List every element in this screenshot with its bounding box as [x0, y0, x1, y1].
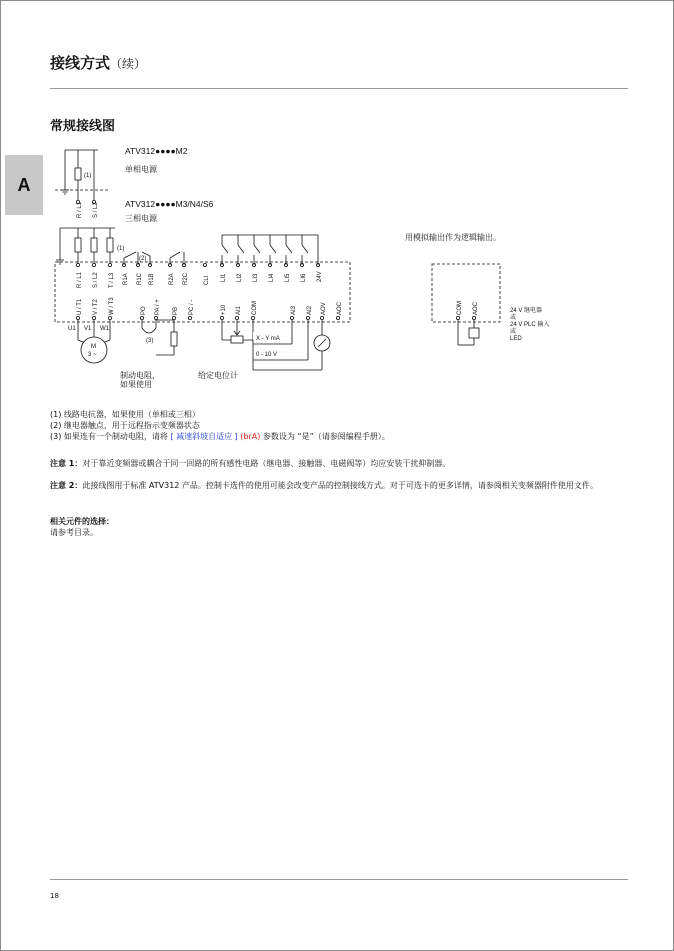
- page-number: 18: [50, 892, 59, 900]
- terminal-label: 24V: [317, 271, 323, 282]
- terminal-label: R1B: [149, 273, 155, 285]
- header-rule: [50, 88, 628, 89]
- terminal-label: COM: [252, 301, 258, 315]
- reference-potentiometer: [198, 320, 330, 380]
- parameter-link[interactable]: [ 减速斜坡自适应 ]: [167, 432, 241, 441]
- note-marker: (1): [84, 173, 92, 179]
- terminal-label: LI2: [237, 273, 243, 282]
- terminal-label: V / T2: [93, 299, 99, 315]
- terminal-label: PO: [141, 306, 147, 315]
- terminal-label: R2C: [183, 272, 189, 285]
- terminal-label: LI5: [285, 273, 291, 282]
- terminal-label: AOV: [321, 302, 327, 315]
- terminal-label: S / L2: [93, 272, 99, 288]
- supply-single-label: 单相电源: [125, 165, 157, 174]
- footer-rule: [50, 879, 628, 880]
- note-marker: (2): [139, 256, 147, 262]
- wiring-diagram: [50, 140, 630, 395]
- motor: [68, 320, 110, 363]
- supply-three-label: 三相电源: [125, 214, 157, 223]
- terminal-label: AI2: [307, 305, 313, 315]
- terminal-label: R / L1: [77, 271, 83, 288]
- logic-output-diagram: [405, 232, 549, 345]
- drive-outline: [55, 262, 350, 322]
- terminal-label: AI3: [291, 305, 297, 315]
- winding-label: U1: [68, 326, 76, 332]
- terminal-label: R / L1: [77, 201, 83, 218]
- note-line: (1) 线路电抗器，如果使用（单相或三相）: [50, 410, 200, 419]
- terminal-label: PA / +: [155, 299, 161, 315]
- component-selection: 相关元件的选择： 请参考目录。: [50, 517, 114, 537]
- relay-desc: 24 V PLC 输入: [510, 322, 550, 328]
- page-title: 接线方式（续）: [50, 54, 147, 72]
- relay-desc: 或: [510, 329, 517, 335]
- terminal-label: LI6: [301, 273, 307, 282]
- terminal-label: W / T3: [109, 297, 115, 315]
- logic-output-note: 用模拟输出作为逻辑输出。: [405, 233, 501, 242]
- relay-desc: LED: [510, 336, 522, 342]
- motor-symbol: M: [91, 344, 96, 350]
- current-range: X - Y mA: [256, 336, 280, 342]
- motor-phase: 3 ~: [88, 352, 97, 358]
- terminal-label: PB: [173, 306, 179, 315]
- terminal-label: AOC: [473, 301, 479, 315]
- note-2: 注意 2：此接线图用于标准 ATV312 产品。控制卡选件的使用可能会改变产品的控制接线方式。对于可选卡的更多详情，请参阅相关变频器附件使用文件。: [50, 481, 598, 490]
- terminal-label: AOC: [337, 301, 343, 315]
- winding-label: V1: [84, 326, 92, 332]
- terminal-label: LI1: [221, 273, 227, 282]
- terminal-label: LI3: [253, 273, 259, 282]
- braking-resistor: [120, 320, 177, 389]
- note-line: (3) 如果连有一个制动电阻，请将 [ 减速斜坡自适应 ] (brA) 参数设为 “是”（请参阅编程手册）。: [50, 432, 390, 441]
- diagram-notes: [50, 409, 630, 442]
- brake-label: 制动电阻，: [120, 371, 160, 380]
- lower-terminals: [76, 297, 343, 320]
- terminal-label: COM: [457, 301, 463, 315]
- note-line: (2) 继电器触点，用于远程指示变频器状态: [50, 421, 200, 430]
- terminal-label: U / T1: [77, 298, 83, 315]
- terminal-label: PC / -: [189, 299, 195, 315]
- voltage-range: 0 - 10 V: [256, 352, 278, 358]
- model-single: ATV312●●●●M2: [125, 146, 188, 156]
- note-marker: (3): [146, 338, 154, 344]
- pot-label: 给定电位计: [198, 371, 238, 380]
- terminal-label: R2A: [169, 273, 175, 285]
- winding-label: W1: [100, 326, 109, 332]
- note-marker: (1): [117, 246, 125, 252]
- terminal-label: R1A: [123, 273, 129, 285]
- terminal-label: T / L3: [109, 272, 115, 288]
- parameter-code: (brA): [240, 432, 261, 441]
- brake-label: 如果使用: [120, 380, 152, 389]
- model-three: ATV312●●●●M3/N4/S6: [125, 199, 214, 209]
- section-title: 常规接线图: [50, 119, 116, 134]
- terminal-label: R1C: [137, 272, 143, 285]
- terminal-label: AI1: [236, 305, 242, 315]
- section-tab: A: [5, 155, 43, 215]
- relay-desc: 24 V 继电器: [510, 308, 543, 314]
- note-1: 注意 1：对于靠近变频器或耦合于同一回路的所有感性电路（继电器、接触器、电磁阀等）均应安装干扰抑制器。: [50, 459, 451, 468]
- terminal-label: CLI: [204, 275, 210, 285]
- terminal-label: S / L2: [93, 202, 99, 218]
- relay-desc: 或: [510, 315, 517, 321]
- terminal-label: LI4: [269, 273, 275, 282]
- terminal-label: +10: [221, 304, 227, 315]
